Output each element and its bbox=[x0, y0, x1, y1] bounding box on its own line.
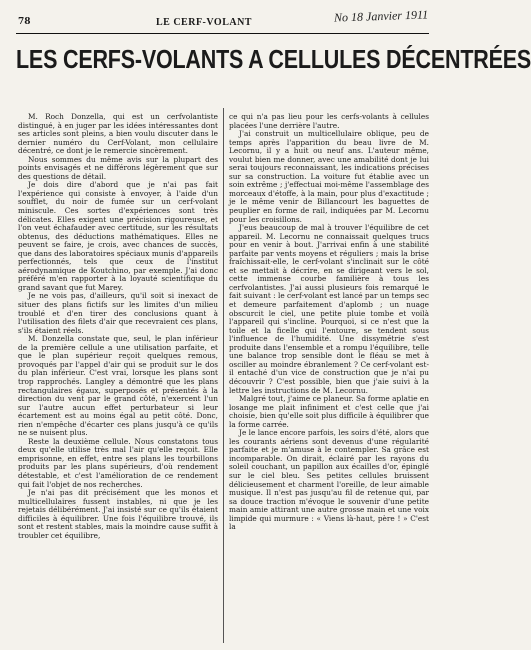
paragraph: Reste la deuxième cellule. Nous constatons tous deux qu'elle utilise très mal l'air qu'elle reçoit. Elle emprisonne, en effet, entre ses plans les tourbillons produits par les plans supérieurs, d'où rendement détestable, et c'est l'amélioration de ce rendement qui fait l'objet de nos recherches. bbox=[18, 436, 218, 489]
page-header bbox=[16, 7, 429, 34]
page-number: 78 bbox=[18, 17, 31, 27]
paragraph: J'eus beaucoup de mal à trouver l'équilibre de cet appareil. M. Lecornu ne connaissait quelques trucs pour en venir à bout. J'arrivai enfin à une stabilité parfaite par vents moyens et réguliers ; mais la brise fraîchissait-elle, le cerf-volant s'inclinait sur le côté et se mettait à décrire, en se dirigeant vers le sol, cette immense courbe familière à tous les cerfvolantistes. J'ai aussi plusieurs fois remarqué le fait suivant : le cerf-volant est lancé par un temps sec et demeure parfaitement d'aplomb ; un nuage obscurcit le ciel, une petite pluie tombe et voilà l'appareil qui s'incline. Pourquoi, si ce n'est que la toile et la ficelle qui l'entoure, se tendent sous l'influence de l'humidité. Une dissymétrie s'est produite dans l'ensemble et a rompu l'équilibre, telle une balance trop sensible dont le fléau se met à osciller au moindre ébranlement ? Ce cerf-volant est-il entaché d'un vice de construction que je n'ai pu découvrir ? C'est possible, bien que j'aie suivi à la lettre les instructions de M. Lecornu. bbox=[229, 223, 429, 395]
paragraph: Nous sommes du même avis sur la plupart des points envisagés et ne différons légèrement que sur des questions de détail. bbox=[18, 154, 218, 181]
handwritten-date-note: No 18 Janvier 1911 bbox=[333, 7, 429, 25]
article-left-column bbox=[18, 113, 218, 643]
paragraph: Malgré tout, j'aime ce planeur. Sa forme aplatie en losange me plait infiniment et c'est celle que j'ai choisie, bien qu'elle soit plus difficile à équilibrer que la forme carrée. bbox=[229, 394, 429, 429]
journal-title: LE CERF-VOLANT bbox=[156, 17, 252, 28]
article-right-column bbox=[229, 113, 429, 643]
paragraph: ce qui n'a pas lieu pour les cerfs-volants à cellules placées l'une derrière l'autre. bbox=[229, 112, 429, 130]
paragraph: M. Donzella constate que, seul, le plan inférieur de la première cellule a une utilisation parfaite, et que le plan supérieur reçoit quelques remous, provoqués par l'appel d'air qui se produit sur le dos du plan inférieur. C'est vrai, lorsque les plans sont trop rapprochés. Langley a démontré que les plans rectangulaires égaux, superposés et présentés à la direction du vent par le grand côté, n'exercent l'un sur l'autre aucun effet perturbateur si leur écartement est au moins égal au petit côté. Donc, rien n'empêche d'écarter ces plans jusqu'à ce qu'ils ne se nuisent plus. bbox=[18, 334, 218, 438]
paragraph: Je dois dire d'abord que je n'ai pas fait l'expérience qui consiste à envoyer, à l'aide d'un soufflet, du noir de fumée sur un cerf-volant miniscule. Ces sortes d'expériences sont très délicates. Elles exigent une précision rigoureuse, et l'on veut échafauder avec certitude, sur les résultats obtenus, des déductions mathématiques. Elles ne peuvent se faire, je crois, avec chances de succès, que dans des laboratoires spéciaux munis d'appareils perfectionnés, tels que ceux de l'institut aérodynamique de Koutchino, par exemple. J'ai donc préféré m'en rapporter à la loyauté scientifique du grand savant que fut Marey. bbox=[18, 180, 218, 292]
paragraph: Je ne vois pas, d'ailleurs, qu'il soit si inexact de situer des plans fictifs sur les limites d'un milieu troublé et d'en tirer des conclusions quant à l'utilisation des filets d'air que recevraient ces plans, s'ils étaient réels. bbox=[18, 291, 218, 335]
column-divider bbox=[223, 108, 224, 643]
article-title: LES CERFS-VOLANTS A CELLULES DÉCENTRÉES bbox=[16, 45, 531, 74]
paragraph: Je le lance encore parfois, les soirs d'été, alors que les courants aériens sont devenus d'une régularité parfaite et je m'amuse à le contempler. Sa grâce est incomparable. On dirait, éclairé par les rayons du soleil couchant, un papillon aux écailles d'or, épinglé sur le ciel bleu. Ses petites cellules bruissent délicieusement et charment l'oreille, de leur aimable musique. Il n'est pas jusqu'au fil de retenue qui, par sa douce traction m'évoque le souvenir d'une petite main amie attirant une autre grosse main et une voix limpide qui murmure : « Viens là-haut, père ! » C'est la bbox=[229, 428, 429, 532]
paragraph: Je n'ai pas dit précisément que les monos et multicellulaires fussent instables, ni que je les rejetais délibérément. J'ai insisté sur ce qu'ils étaient difficiles à équilibrer. Une fois l'équilibre trouvé, ils sont et restent stables, mais la moindre cause suffit à troubler cet équilibre, bbox=[18, 488, 218, 540]
paragraph: J'ai construit un multicellulaire oblique, peu de temps après l'apparition du beau livre de M. Lecornu, il y a huit ou neuf ans. L'auteur même, voulut bien me donner, avec une amabilité dont je lui serai toujours reconnaissant, les indications précises sur sa construction. La voiture fut établie avec un soin extrême ; j'effectuai moi-même l'assemblage des morceaux d'étoffe, à la main, pour plus d'exactitude ; je le même venir de Billancourt les baguettes de peuplier en forme de rail, indiquées par M. Lecornu pour les croisillons. bbox=[229, 129, 429, 224]
paragraph: M. Roch Donzella, qui est un cerfvolantiste distingué, à en juger par les idées intéressantes dont ses articles sont pleins, a bien voulu discuter dans le dernier numéro du Cerf-Volant, mon cellulaire décentré, ce dont je le remercie sincèrement. bbox=[18, 112, 218, 156]
